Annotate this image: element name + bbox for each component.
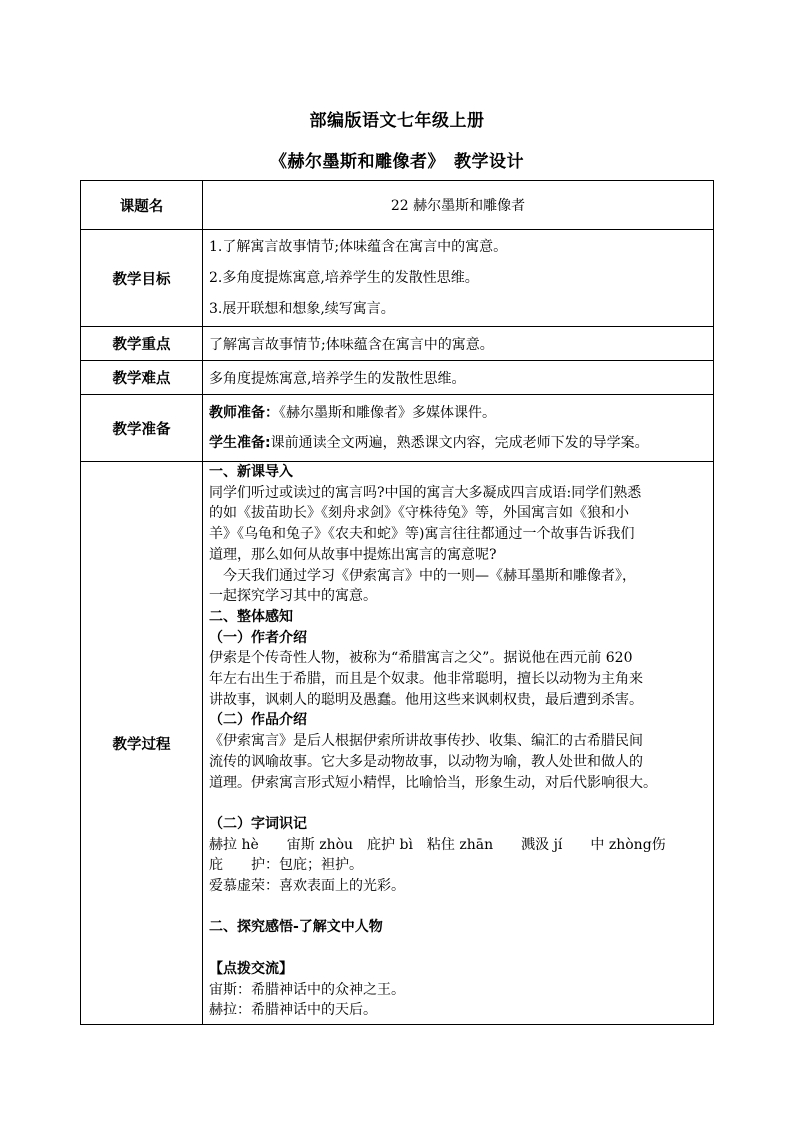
row-label-key-points: 教学重点 [81, 327, 203, 361]
text-line: 道理，那么如何从故事中提炼出寓言的寓意呢? [209, 546, 497, 563]
text-line: 今天我们通过学习《伊索寓言》中的一则—《赫耳墨斯和雕像者》， [209, 567, 636, 584]
row-label-goals: 教学目标 [81, 230, 203, 327]
row-label-difficulties: 教学难点 [81, 361, 203, 395]
student-prep-text: 课前通读全文两遍，熟悉课文内容，完成老师下发的导学案。 [270, 435, 649, 451]
table-row-topic [81, 181, 714, 230]
spacer [209, 793, 707, 814]
section-heading: 一、新课导入 [209, 464, 293, 480]
document-subtitle: 《赫尔墨斯和雕像者》 教学设计 [270, 152, 524, 172]
text-line: 年左右出生于希腊，而且是个奴隶。他非常聪明，擅长以动物为主角来 [209, 671, 643, 688]
section-heading: 二、探究感悟-了解文中人物 [209, 919, 383, 936]
topic-value: 22 赫尔墨斯和雕像者 [203, 181, 714, 230]
text-line: 道理。伊索寓言形式短小精悍，比喻恰当，形象生动，对后代影响很大。 [209, 774, 657, 791]
text-line: 伊索是个传奇性人物，被称为“希腊寓言之父”。据说他在西元前 620 [209, 650, 633, 667]
text-line: 同学们听过或读过的寓言吗?中国的寓言大多凝成四言成语:同学们熟悉 [209, 484, 642, 501]
lesson-plan-table [80, 180, 714, 1025]
goal-item: 2.多角度提炼寓意,培养学生的发散性思维。 [209, 269, 479, 286]
text-line: 宙斯：希腊神话中的众神之王。 [209, 981, 405, 998]
student-prep-label: 学生准备: [209, 435, 271, 451]
text-line: 流传的讽喻故事。它大多是动物故事，以动物为喻，教人处世和做人的 [209, 753, 643, 770]
spacer [209, 938, 707, 959]
table-row-difficulties [81, 361, 714, 395]
teacher-prep-text: 《赫尔墨斯和雕像者》多媒体课件。 [279, 405, 496, 421]
table-row-goals [81, 230, 714, 327]
text-line: 庇 护：包庇；袒护。 [209, 857, 363, 874]
preparation-cell [203, 395, 714, 462]
document-title: 部编版语文七年级上册 [309, 111, 485, 131]
text-line: 的如《拔苗助长》《刻舟求剑》《守株待兔》等，外国寓言如《狼和小 [209, 505, 629, 522]
process-cell [203, 462, 714, 1025]
text-line: 羊》《乌龟和兔子》《农夫和蛇》等)寓言往往都通过一个故事告诉我们 [209, 526, 635, 543]
difficulties-value: 多角度提炼寓意,培养学生的发散性思维。 [203, 361, 714, 395]
section-heading: 二、整体感知 [209, 608, 293, 625]
student-prep [209, 428, 707, 458]
teacher-prep-label: 教师准备： [209, 405, 279, 421]
subsection-heading: （二）作品介绍 [209, 712, 307, 729]
teacher-prep [209, 398, 707, 428]
text-line: 爱慕虚荣：喜欢表面上的光彩。 [209, 878, 405, 895]
subsection-heading: 【点拨交流】 [209, 960, 293, 977]
row-label-topic: 课题名 [81, 181, 203, 230]
table-row-key-points [81, 327, 714, 361]
text-line: 赫拉：希腊神话中的天后。 [209, 1002, 377, 1019]
subsection-heading: （一）作者介绍 [209, 629, 307, 646]
row-label-process: 教学过程 [81, 462, 203, 1025]
row-label-preparation: 教学准备 [81, 395, 203, 462]
table-row-preparation [81, 395, 714, 462]
table-row-process [81, 462, 714, 1025]
goal-item: 3.展开联想和想象,续写寓言。 [209, 300, 395, 317]
spacer [209, 897, 707, 918]
goals-cell [203, 230, 714, 327]
text-line: 《伊索寓言》是后人根据伊索所讲故事传抄、收集、编汇的古希腊民间 [209, 733, 643, 750]
text-line: 一起探究学习其中的寓意。 [209, 588, 377, 605]
key-points-value: 了解寓言故事情节;体味蕴含在寓言中的寓意。 [203, 327, 714, 361]
subsection-heading: （二）字词识记 [209, 815, 307, 832]
goal-item: 1.了解寓言故事情节;体味蕴含在寓言中的寓意。 [209, 238, 508, 255]
text-line: 讲故事，讽刺人的聪明及愚蠢。他用这些来讽刺权贵，最后遭到杀害。 [209, 691, 643, 708]
text-line: 赫拉 hè 宙斯 zhòu 庇护 bì 粘住 zhān 溅汲 jí 中 zhòng伤 [209, 836, 666, 853]
